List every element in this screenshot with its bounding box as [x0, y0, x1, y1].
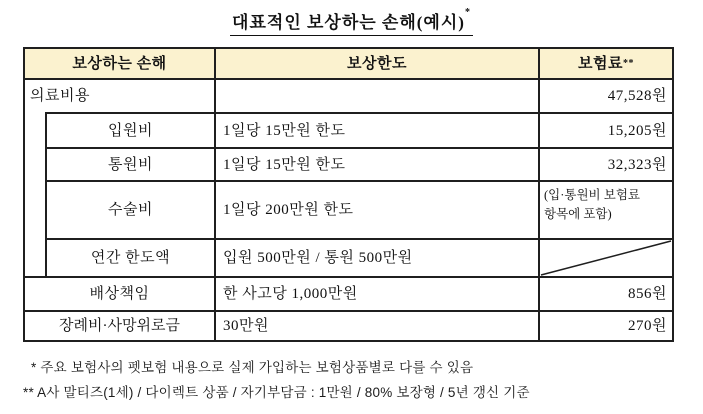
cell-funeral-limit: 30만원: [223, 318, 269, 334]
header-premium: [540, 49, 672, 78]
cell-outpatient-label: 통원비: [108, 156, 153, 173]
cell-liability-premium: 856원: [628, 286, 667, 302]
title-row: [0, 8, 703, 36]
header-premium-text: 보험료: [578, 55, 623, 72]
cell-outpatient-premium: 32,323원: [607, 156, 667, 173]
cell-surgery-limit: 1일당 200만원 한도: [223, 202, 354, 218]
surgery-premium-note-line2: 항목에 포함): [544, 206, 612, 221]
page-title-text: 대표적인 보상하는 손해(예시): [232, 13, 465, 32]
cell-hospitalization-label: 입원비: [108, 122, 153, 139]
cell-liability-limit: 한 사고당 1,000만원: [223, 286, 358, 302]
footnote-1: * 주요 보험사의 펫보험 내용으로 실제 가입하는 보험상품별로 다를 수 있음: [31, 360, 474, 375]
header-limit: 보상한도: [347, 55, 407, 72]
cell-liability-label: 배상책임: [89, 286, 150, 302]
page-title: [230, 8, 473, 36]
footnote-2: ** A사 말티즈(1세) / 다이렉트 상품 / 자기부담금 : 1만원 / 80% 보장형 / 5년 갱신 기준: [23, 385, 530, 400]
cell-medical-premium: 47,528원: [607, 88, 667, 104]
cell-funeral-premium: 270원: [628, 318, 667, 334]
title-footnote-marker: *: [464, 7, 471, 18]
header-premium-footnote-marker: **: [622, 57, 634, 69]
cell-annual-limit-value: 입원 500만원 / 통원 500만원: [223, 250, 413, 266]
insurance-table: [23, 47, 674, 342]
cell-medical-label: 의료비용: [30, 88, 90, 104]
cell-surgery-premium-note: [540, 182, 672, 238]
cell-hospitalization-limit: 1일당 15만원 한도: [223, 122, 346, 139]
surgery-premium-note-line1: (입·통원비 보험료: [544, 188, 640, 202]
cell-outpatient-limit: 1일당 15만원 한도: [223, 156, 346, 173]
diagonal-slash-not-applicable: [540, 240, 672, 276]
cell-annual-limit-label: 연간 한도액: [90, 250, 171, 266]
cell-surgery-label: 수술비: [108, 202, 153, 218]
cell-funeral-label: 장례비·사망위로금: [59, 318, 180, 334]
cell-hospitalization-premium: 15,205원: [607, 122, 667, 139]
header-damage: 보상하는 손해: [72, 55, 167, 72]
